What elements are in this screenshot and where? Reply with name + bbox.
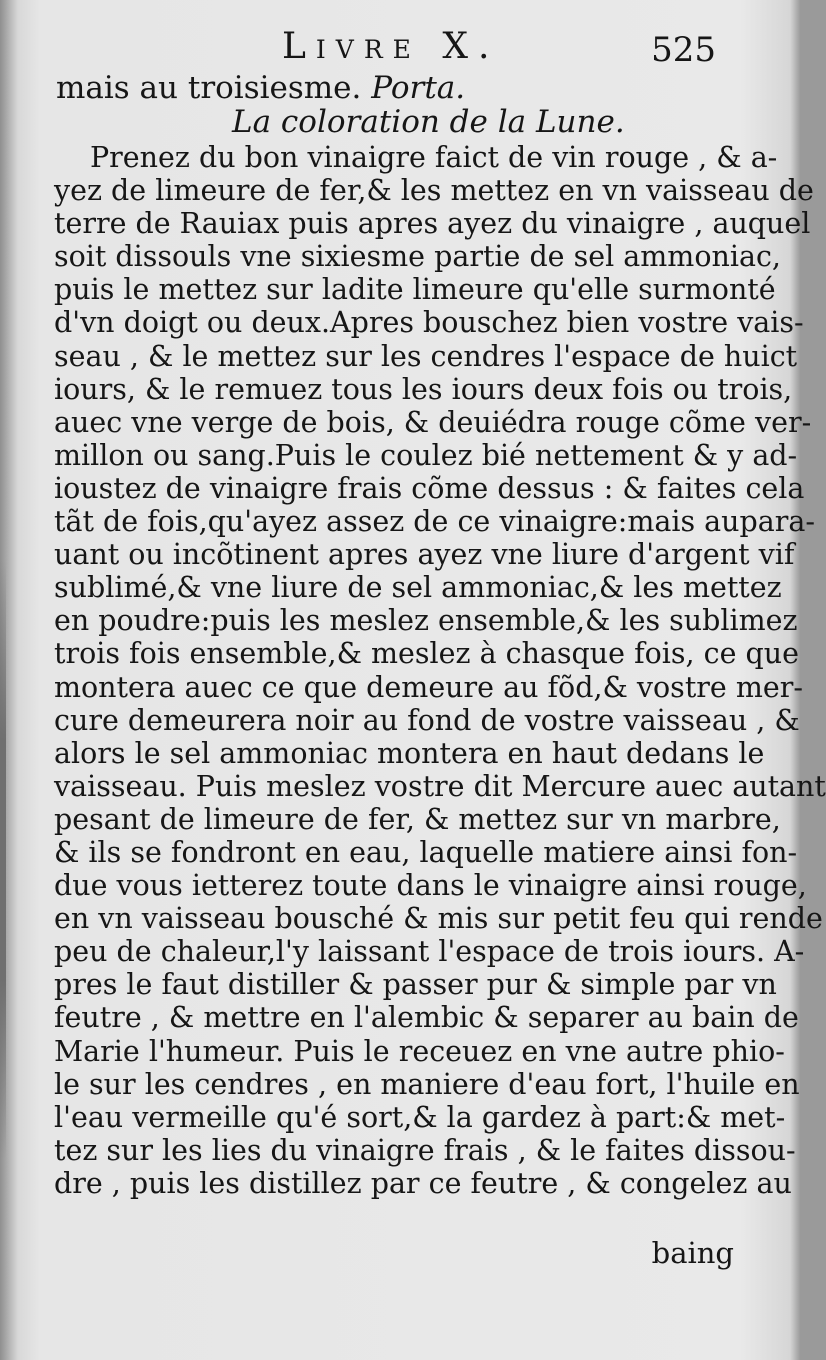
body-line: le sur les cendres , en maniere d'eau fort, l'huile en — [54, 1067, 800, 1101]
body-line: due vous ietterez toute dans le vinaigre ainsi rouge, — [54, 869, 807, 903]
body-line: en vn vaisseau bousché & mis sur petit feu qui rende — [54, 902, 823, 936]
running-head — [0, 26, 800, 74]
body-line: puis le mettez sur ladite limeure qu'elle surmonté — [54, 273, 776, 307]
body-line: montera auec ce que demeure au fõd,& vostre mer- — [54, 670, 803, 704]
body-line: dre , puis les distillez par ce feutre , & congelez au — [54, 1166, 792, 1200]
continued-line — [56, 70, 465, 106]
body-line: tãt de fois,qu'ayez assez de ce vinaigre:mais aupara- — [54, 505, 815, 539]
section-heading: La coloration de la Lune. — [232, 104, 625, 140]
body-line: ioustez de vinaigre frais cõme dessus : & faites cela — [54, 471, 805, 505]
body-line: pres le faut distiller & passer pur & simple par vn — [54, 968, 777, 1002]
body-line: Marie l'humeur. Puis le receuez en vne autre phio- — [54, 1034, 785, 1068]
body-text — [54, 141, 826, 1200]
body-line: iours, & le remuez tous les iours deux fois ou trois, — [54, 372, 793, 406]
body-line: en poudre:puis les meslez ensemble,& les sublimez — [54, 604, 798, 638]
body-line: cure demeurera noir au fond de vostre vaisseau , & — [54, 703, 800, 737]
body-line: sublimé,& vne liure de sel ammoniac,& les mettez — [54, 571, 782, 605]
body-line: d'vn doigt ou deux.Apres bouschez bien vostre vais- — [54, 306, 804, 340]
body-line: tez sur les lies du vinaigre frais , & le faites dissou- — [54, 1133, 796, 1167]
body-line: trois fois ensemble,& meslez à chasque fois, ce que — [54, 637, 799, 671]
body-line: feutre , & mettre en l'alembic & separer au bain de — [54, 1001, 799, 1035]
page-edge-shadow — [0, 560, 6, 1160]
body-line: & ils se fondront en eau, laquelle matiere ainsi fon- — [54, 835, 798, 869]
attribution: Porta. — [371, 70, 466, 106]
running-head-title: Livre X. — [282, 26, 500, 67]
body-line: auec vne verge de bois, & deuiédra rouge cõme ver- — [54, 405, 812, 439]
body-line: uant ou incõtinent apres ayez vne liure d'argent vif — [54, 538, 795, 572]
catchword: baing — [651, 1236, 734, 1270]
continued-line-text: mais au troisiesme. — [56, 70, 372, 106]
body-line: soit dissouls vne sixiesme partie de sel ammoniac, — [54, 240, 781, 274]
body-line: yez de limeure de fer,& les mettez en vn vaisseau de — [54, 174, 814, 208]
body-line: terre de Rauiax puis apres ayez du vinaigre , auquel — [54, 207, 811, 241]
body-line: alors le sel ammoniac montera en haut dedans le — [54, 736, 765, 770]
body-line: millon ou sang.Puis le coulez bié nettement & y ad- — [54, 438, 798, 472]
body-line: Prenez du bon vinaigre faict de vin rouge , & a- — [90, 141, 778, 174]
body-line: pesant de limeure de fer, & mettez sur vn marbre, — [54, 802, 781, 836]
body-line: vaisseau. Puis meslez vostre dit Mercure auec autant — [54, 769, 826, 803]
body-line: l'eau vermeille qu'é sort,& la gardez à part:& met- — [54, 1100, 786, 1134]
body-line: peu de chaleur,l'y laissant l'espace de trois iours. A- — [54, 935, 805, 969]
page-number: 525 — [651, 30, 716, 70]
body-line: seau , & le mettez sur les cendres l'espace de huict — [54, 339, 798, 373]
